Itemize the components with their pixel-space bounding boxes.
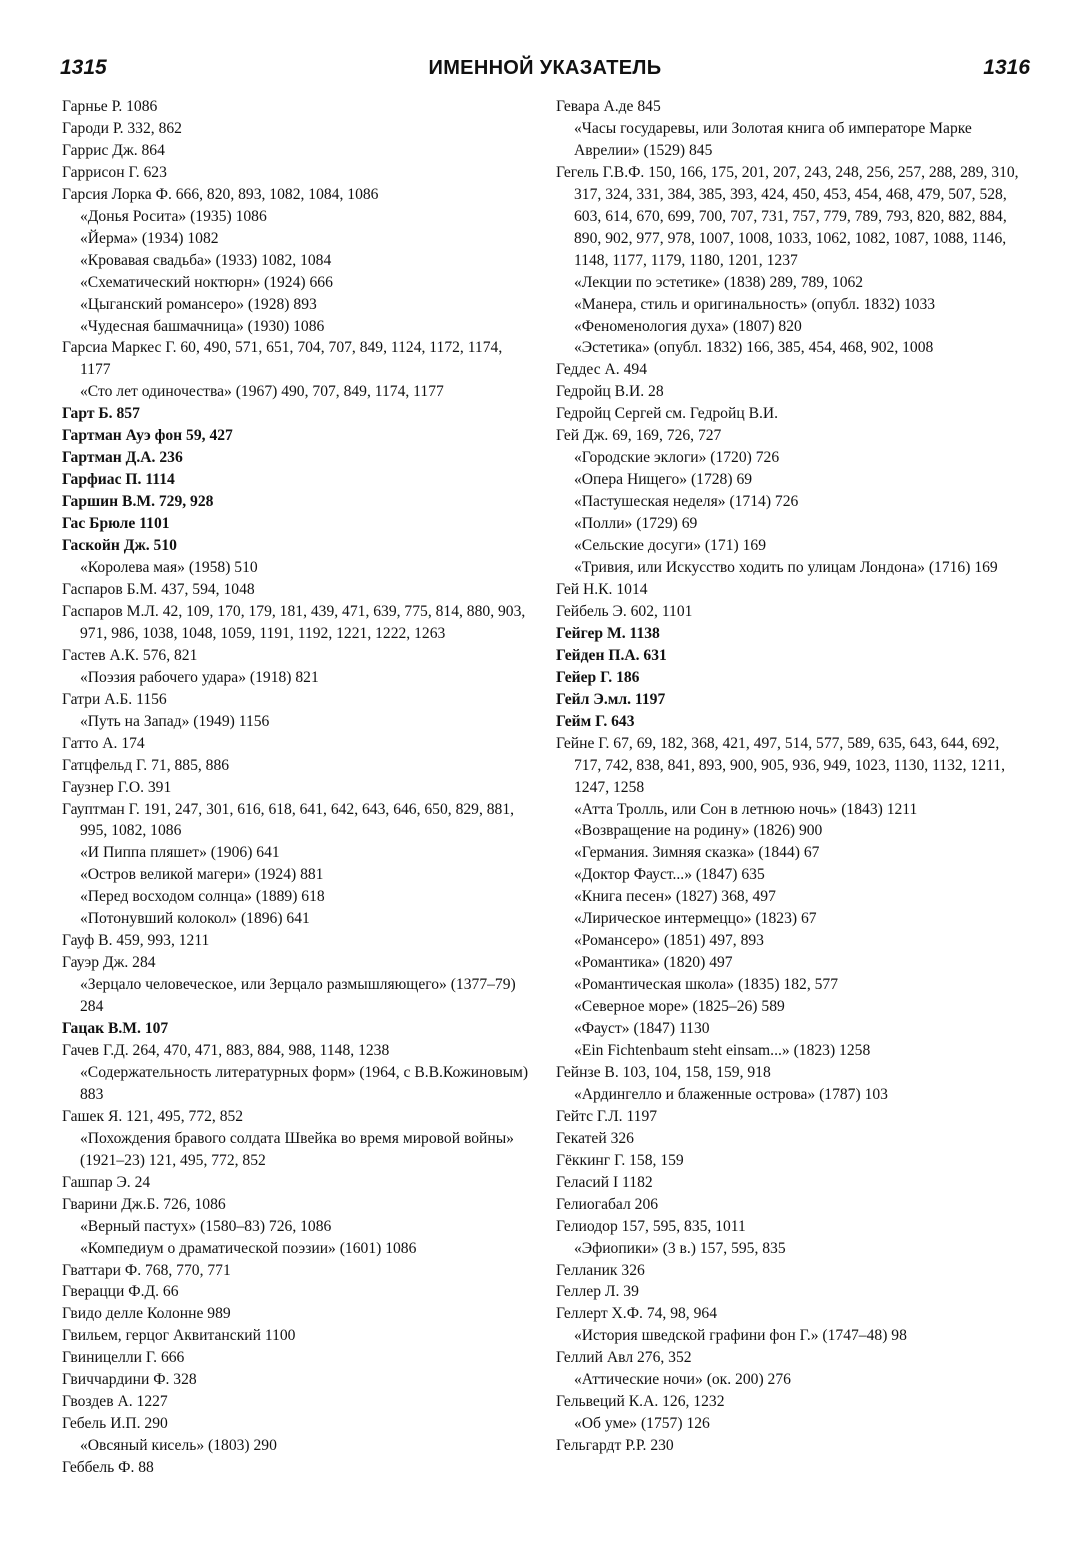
index-name-entry: Гельгардт Р.Р. 230: [556, 1437, 674, 1455]
index-name-entry: Гварини Дж.Б. 726, 1086: [62, 1195, 226, 1213]
index-work-entry: «Ein Fichtenbaum steht einsam...» (1823) 1258: [574, 1041, 871, 1059]
index-work-entry: «Поэзия рабочего удара» (1918) 821: [80, 668, 319, 686]
index-name-entry: Гатцфельд Г. 71, 885, 886: [62, 756, 230, 774]
index-name-entry: Гейнзе В. 103, 104, 158, 159, 918: [556, 1063, 771, 1081]
index-name-entry: Гаспаров М.Л. 42, 109, 170, 179, 181, 439, 471, 639, 775, 814, 880, 903, 971, 986, 1038, 1048, 1059, 1191, 1192, 1221, 1222, 1263: [62, 602, 526, 642]
index-work-entry: «Возвращение на родину» (1826) 900: [574, 822, 823, 840]
index-name-entry: Гейл Э.мл. 1197: [556, 690, 666, 708]
index-work-entry: «Йерма» (1934) 1082: [80, 229, 219, 247]
index-name-entry: Гей Дж. 69, 169, 726, 727: [556, 427, 722, 445]
index-name-entry: Гелланик 326: [556, 1261, 645, 1279]
index-name-entry: Гей Н.К. 1014: [556, 580, 648, 598]
index-work-entry: «И Пиппа пляшет» (1906) 641: [80, 844, 280, 862]
index-name-entry: Гаррисон Г. 623: [62, 163, 167, 181]
index-work-entry: «Феноменология духа» (1807) 820: [574, 317, 802, 335]
index-name-entry: Гвильем, герцог Аквитанский 1100: [62, 1327, 296, 1345]
index-name-entry: Гейден П.А. 631: [556, 646, 667, 664]
index-name-entry: Гейне Г. 67, 69, 182, 368, 421, 497, 514, 577, 589, 635, 643, 644, 692, 717, 742, 838, 841, 893, 900, 905, 936, 949, 1023, 1130, 1132, 1211, 1247, 1258: [556, 734, 1005, 796]
index-work-entry: «Сто лет одиночества» (1967) 490, 707, 849, 1174, 1177: [80, 383, 444, 401]
index-work-entry: «Эфиопики» (3 в.) 157, 595, 835: [574, 1239, 786, 1257]
index-name-entry: Гедройц В.И. 28: [556, 383, 664, 401]
index-name-entry: Гекатей 326: [556, 1129, 634, 1147]
index-name-entry: Гаррис Дж. 864: [62, 141, 165, 159]
index-work-entry: «Пастушеская неделя» (1714) 726: [574, 493, 799, 511]
index-name-entry: Гвоздев А. 1227: [62, 1393, 168, 1411]
index-name-entry: Гачев Г.Д. 264, 470, 471, 883, 884, 988, 1148, 1238: [62, 1041, 390, 1059]
index-name-entry: Гас Брюле 1101: [62, 515, 170, 533]
index-work-entry: «Перед восходом солнца» (1889) 618: [80, 888, 325, 906]
index-name-entry: Гатто А. 174: [62, 734, 145, 752]
index-work-entry: «Городские эклоги» (1720) 726: [574, 449, 780, 467]
index-work-entry: «Доктор Фауст...» (1847) 635: [574, 866, 765, 884]
index-name-entry: Гейтс Г.Л. 1197: [556, 1107, 658, 1125]
page-title: ИМЕННОЙ УКАЗАТЕЛЬ: [428, 57, 662, 79]
index-work-entry: «Донья Росита» (1935) 1086: [80, 207, 267, 225]
index-work-entry: «Компедиум о драматической поэзии» (1601) 1086: [80, 1239, 417, 1257]
index-name-entry: Гелиогабал 206: [556, 1195, 659, 1213]
index-name-entry: Гаспаров Б.М. 437, 594, 1048: [62, 580, 255, 598]
index-name-entry: Гёккинг Г. 158, 159: [556, 1151, 684, 1169]
index-name-entry: Гашпар Э. 24: [62, 1173, 151, 1191]
index-work-entry: «Романтическая школа» (1835) 182, 577: [574, 976, 839, 994]
index-name-entry: Геллий Авл 276, 352: [556, 1349, 692, 1367]
index-name-entry: Гевара А.де 845: [556, 98, 661, 115]
index-work-entry: «Лекции по эстетике» (1838) 289, 789, 1062: [574, 273, 864, 291]
page-number-left: 1315: [60, 56, 107, 79]
page-number-right: 1316: [983, 56, 1030, 79]
index-work-entry: «Остров великой магери» (1924) 881: [80, 866, 324, 884]
index-name-entry: Гвидо делле Колонне 989: [62, 1305, 231, 1323]
index-work-entry: «Кровавая свадьба» (1933) 1082, 1084: [80, 251, 332, 269]
index-name-entry: Гастев А.К. 576, 821: [62, 646, 198, 664]
index-name-entry: Гацак В.М. 107: [62, 1020, 169, 1038]
index-column-left: [62, 96, 532, 1479]
index-name-entry: Гашек Я. 121, 495, 772, 852: [62, 1107, 244, 1125]
index-name-entry: Гарсия Лорка Ф. 666, 820, 893, 1082, 1084, 1086: [62, 185, 379, 203]
index-work-entry: «Об уме» (1757) 126: [574, 1415, 710, 1433]
index-work-entry: «Опера Нищего» (1728) 69: [574, 471, 753, 489]
index-name-entry: Гебель И.П. 290: [62, 1415, 168, 1433]
index-name-entry: Гартман Ауэ фон 59, 427: [62, 427, 233, 445]
index-work-entry: «Манера, стиль и оригинальность» (опубл. 1832) 1033: [574, 295, 936, 313]
index-work-entry: «Тривия, или Искусство ходить по улицам Лондона» (1716) 169: [574, 559, 998, 577]
index-work-entry: «Книга песен» (1827) 368, 497: [574, 888, 776, 906]
index-work-entry: «История шведской графини фон Г.» (1747–48) 98: [574, 1327, 907, 1345]
index-name-entry: Геддес А. 494: [556, 361, 647, 379]
index-work-entry: «Схематический ноктюрн» (1924) 666: [80, 273, 333, 291]
index-name-entry: Гаскойн Дж. 510: [62, 537, 177, 555]
index-name-entry: Гверацци Ф.Д. 66: [62, 1283, 179, 1301]
index-name-entry: Гвиницелли Г. 666: [62, 1349, 185, 1367]
index-name-entry: Гартман Д.А. 236: [62, 449, 183, 467]
index-name-entry: Гарфиас П. 1114: [62, 471, 175, 489]
index-name-entry: Гейбель Э. 602, 1101: [556, 602, 693, 620]
index-column-right: [556, 96, 1030, 1457]
index-name-entry: Геласий I 1182: [556, 1173, 653, 1191]
index-work-entry: «Потонувший колокол» (1896) 641: [80, 910, 310, 928]
index-name-entry: Гейгер М. 1138: [556, 624, 660, 642]
index-work-entry: «Полли» (1729) 69: [574, 515, 698, 533]
index-work-entry: «Содержательность литературных форм» (1964, с В.В.Кожиновым) 883: [80, 1063, 529, 1103]
index-work-entry: «Северное море» (1825–26) 589: [574, 998, 785, 1016]
index-name-entry: Гвиччардини Ф. 328: [62, 1371, 197, 1389]
index-work-entry: «Зерцало человеческое, или Зерцало размышляющего» (1377–79) 284: [80, 976, 516, 1016]
index-name-entry: Гаузнер Г.О. 391: [62, 778, 172, 796]
index-work-entry: «Часы государевы, или Золотая книга об императоре Марке Аврелии» (1529) 845: [574, 119, 972, 159]
index-work-entry: «Цыганский романсеро» (1928) 893: [80, 295, 317, 313]
index-name-entry: Гауэр Дж. 284: [62, 954, 156, 972]
index-name-entry: Гейм Г. 643: [556, 712, 635, 730]
index-name-entry: Гаршин В.М. 729, 928: [62, 493, 214, 511]
index-name-entry: Гваттари Ф. 768, 770, 771: [62, 1261, 231, 1279]
page-header: [60, 56, 1030, 90]
index-work-entry: «Овсяный кисель» (1803) 290: [80, 1437, 277, 1455]
index-name-entry: Геллерт Х.Ф. 74, 98, 964: [556, 1305, 717, 1323]
index-name-entry: Гарнье Р. 1086: [62, 98, 158, 115]
index-work-entry: «Романсеро» (1851) 497, 893: [574, 932, 764, 950]
index-name-entry: Гегель Г.В.Ф. 150, 166, 175, 201, 207, 243, 248, 256, 257, 288, 289, 310, 317, 324, 331, 384, 385, 393, 424, 450, 453, 454, 468, 479, 507, 528, 603, 614, 670, 699, 700, 707, 731, 757, 779, 789, 793, 820, 882, 884, 890, 902, 977, 978, 1007, 1008, 1033, 1062, 1082, 1087, 1088, 1146, 1148, 1177, 1179, 1180, 1201, 1237: [556, 163, 1019, 269]
index-work-entry: «Ардингелло и блаженные острова» (1787) 103: [574, 1085, 888, 1103]
index-work-entry: «Фауст» (1847) 1130: [574, 1020, 710, 1038]
index-work-entry: «Королева мая» (1958) 510: [80, 559, 258, 577]
index-work-entry: «Чудесная башмачница» (1930) 1086: [80, 317, 325, 335]
index-work-entry: «Атта Тролль, или Сон в летнюю ночь» (1843) 1211: [574, 800, 918, 818]
index-work-entry: «Верный пастух» (1580–83) 726, 1086: [80, 1217, 332, 1235]
index-name-entry: Геллер Л. 39: [556, 1283, 639, 1301]
index-name-entry: Гедройц Сергей см. Гедройц В.И.: [556, 405, 779, 423]
index-name-entry: Гелиодор 157, 595, 835, 1011: [556, 1217, 746, 1235]
index-name-entry: Гауф В. 459, 993, 1211: [62, 932, 210, 950]
index-work-entry: «Похождения бравого солдата Швейка во время мировой войны» (1921–23) 121, 495, 772, 852: [80, 1129, 514, 1169]
index-work-entry: «Романтика» (1820) 497: [574, 954, 733, 972]
index-name-entry: Гейер Г. 186: [556, 668, 640, 686]
index-name-entry: Гатри А.Б. 1156: [62, 690, 167, 708]
index-work-entry: «Лирическое интермеццо» (1823) 67: [574, 910, 817, 928]
index-name-entry: Гароди Р. 332, 862: [62, 119, 182, 137]
index-work-entry: «Путь на Запад» (1949) 1156: [80, 712, 270, 730]
index-name-entry: Геббель Ф. 88: [62, 1459, 154, 1477]
index-work-entry: «Эстетика» (опубл. 1832) 166, 385, 454, 468, 902, 1008: [574, 339, 934, 357]
index-name-entry: Гарсиа Маркес Г. 60, 490, 571, 651, 704, 707, 849, 1124, 1172, 1174, 1177: [62, 339, 503, 379]
index-name-entry: Гауптман Г. 191, 247, 301, 616, 618, 641, 642, 643, 646, 650, 829, 881, 995, 1082, 1086: [62, 800, 515, 840]
index-work-entry: «Сельские досуги» (171) 169: [574, 537, 766, 555]
index-name-entry: Гельвеций К.А. 126, 1232: [556, 1393, 725, 1411]
index-work-entry: «Аттические ночи» (ок. 200) 276: [574, 1371, 791, 1389]
index-name-entry: Гарт Б. 857: [62, 405, 140, 423]
index-work-entry: «Германия. Зимняя сказка» (1844) 67: [574, 844, 820, 862]
